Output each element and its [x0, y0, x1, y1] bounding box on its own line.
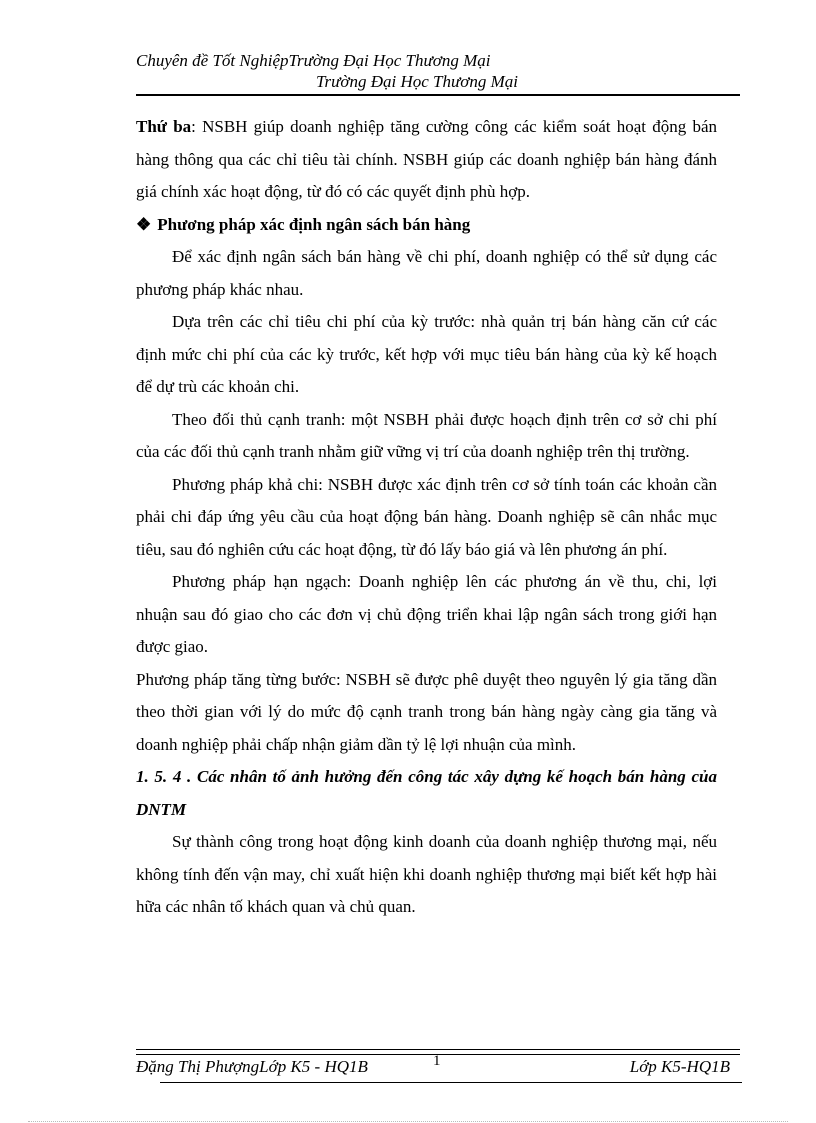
- paragraph-text: : NSBH giúp doanh nghiệp tăng cường công các kiểm soát hoạt động bán hàng thông qua các chỉ tiêu tài chính. NSBH giúp các doanh nghiệp bán hàng đánh giá chính xác hoạt động, từ đó có các quyết định phù hợp.: [136, 117, 717, 201]
- paragraph-incremental: Phương pháp tăng từng bước: NSBH sẽ được phê duyệt theo nguyên lý gia tăng dần theo thời gian với lý do mức độ cạnh tranh trong bán hàng ngày càng gia tăng và doanh nghiệp phải chấp nhận giảm dần tỷ lệ lợi nhuận của mình.: [136, 669, 717, 754]
- header-line-2: Trường Đại Học Thương Mại: [316, 72, 518, 91]
- page-footer: [136, 1053, 740, 1081]
- paragraph-label: Thứ ba: [136, 117, 192, 136]
- paragraph-quota: Phương pháp hạn ngạch: Doanh nghiệp lên các phương án về thu, chi, lợi nhuận sau đó giao cho các đơn vị chủ động triển khai lập ngân sách trong giới hạn được giao.: [136, 572, 717, 656]
- paragraph-previous-period: Dựa trên các chỉ tiêu chi phí của kỳ trước: nhà quản trị bán hàng căn cứ các định mức chi phí của các kỳ trước, kết hợp với mục tiêu bán hàng của kỳ kế hoạch để dự trù các khoản chi.: [136, 312, 717, 396]
- paragraph-affordable: Phương pháp khả chi: NSBH được xác định trên cơ sở tính toán các khoản cần phải chi đáp ứng yêu cầu của hoạt động bán hàng. Doanh nghiệp sẽ cân nhắc mục tiêu, sau đó nghiên cứu các hoạt động, từ đó lấy báo giá và lên phương án phí.: [136, 474, 717, 559]
- footer-author: Đặng Thị PhượngLớp K5 - HQ1B: [136, 1057, 368, 1076]
- section-heading-budget-methods: [136, 209, 717, 242]
- header-line-1: Chuyên đề Tốt NghiệpTrường Đại Học Thương Mại: [136, 51, 491, 70]
- page-edge-dots: [28, 1121, 788, 1122]
- paragraph-success: Sự thành công trong hoạt động kinh doanh của doanh nghiệp thương mại, nếu không tính đến vận may, chỉ xuất hiện khi doanh nghiệp thương mại biết kết hợp hài hữa các nhân tố khách quan và chủ quan.: [136, 832, 717, 916]
- heading-text: Phương pháp xác định ngân sách bán hàng: [157, 214, 471, 234]
- page-header: [136, 50, 740, 92]
- paragraph-intro: Để xác định ngân sách bán hàng về chi phí, doanh nghiệp có thể sử dụng các phương pháp khác nhau.: [136, 247, 717, 299]
- page-body: [136, 111, 717, 924]
- paragraph-competitor: Theo đối thủ cạnh tranh: một NSBH phải được hoạch định trên cơ sở chi phí của các đối thủ cạnh tranh nhằm giữ vững vị trí của doanh nghiệp trên thị trường.: [136, 409, 717, 461]
- header-rule: [136, 94, 740, 96]
- diamond-bullet-icon: ❖: [136, 214, 152, 234]
- page-number: 1: [433, 1053, 441, 1069]
- footer-underline: [160, 1082, 742, 1083]
- footer-class: Lớp K5-HQ1B: [629, 1057, 730, 1076]
- paragraph-thu-ba: [136, 111, 717, 209]
- section-heading-factors: 1. 5. 4 . Các nhân tố ảnh hưởng đến công tác xây dựng kế hoạch bán hàng của DNTM: [136, 767, 717, 819]
